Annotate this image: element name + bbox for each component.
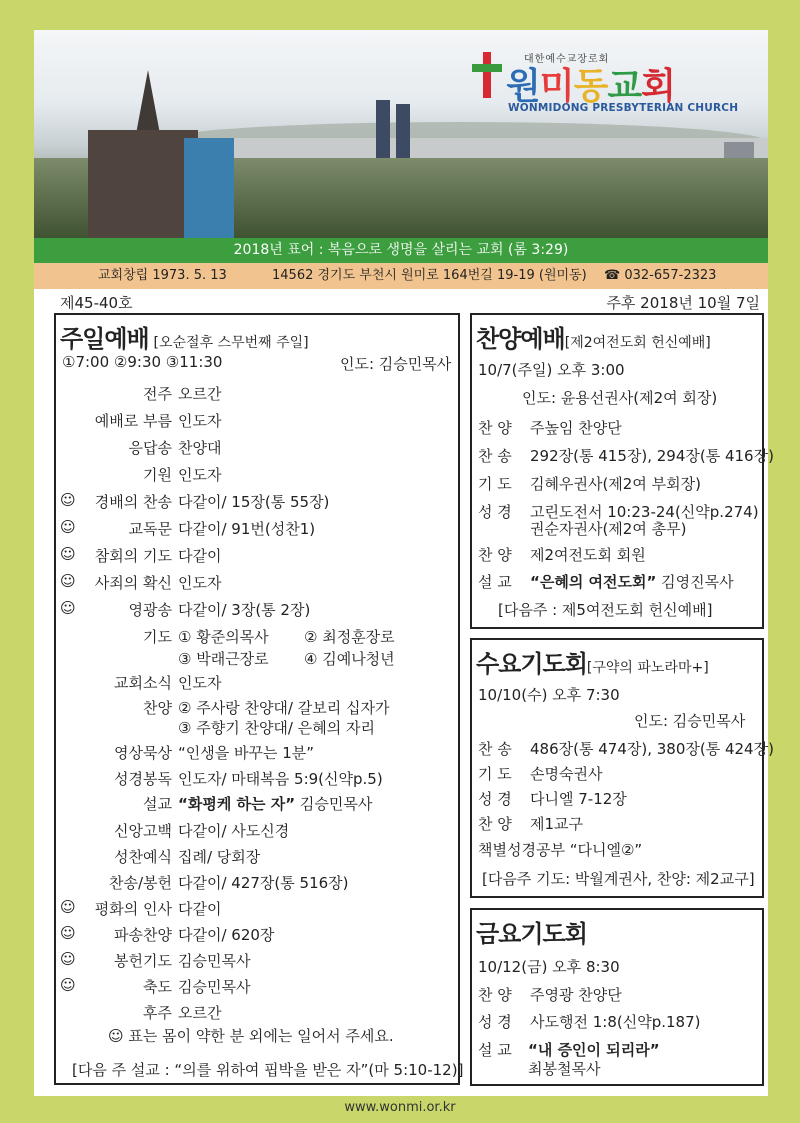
praise-sermon-title: “은혜의 여전도회” (530, 573, 657, 591)
row-value: 다니엘 7-12장 (530, 790, 627, 808)
order-label: 경배의 찬송 (94, 493, 172, 511)
row-label: 기 도 (478, 475, 512, 493)
order-value: 다같이/ 3장(통 2장) (178, 601, 311, 619)
order-value: 다같이 (178, 900, 222, 918)
row-value: 김혜우권사(제2여 부회장) (530, 475, 701, 493)
prayer-1: ① 황준의목사 (178, 628, 269, 646)
sermon-preacher: 김승민목사 (299, 795, 373, 813)
row-label: 찬 양 (478, 815, 512, 833)
row-label: 기 도 (478, 765, 512, 783)
order-label: 평화의 인사 (94, 900, 172, 918)
order-label: 파송찬양 (114, 926, 172, 944)
row-label: 찬 양 (478, 986, 512, 1004)
cross-icon (472, 52, 502, 98)
sermon-line (178, 793, 372, 814)
issue-number: 제45-40호 (60, 294, 133, 312)
order-label: 신앙고백 (114, 822, 172, 840)
praise-sermon-label: 설 교 (478, 573, 512, 591)
standing-mark-icon: ☺ (60, 599, 76, 617)
church-logo (472, 46, 739, 116)
order-label: 성찬예식 (114, 848, 172, 866)
order-value: 인도자/ 마태복음 5:9(신약p.5) (178, 770, 383, 788)
church-info-bar (34, 263, 768, 289)
order-value: 김승민목사 (178, 952, 251, 970)
order-label: 봉헌기도 (114, 952, 172, 970)
row-label: 성 경 (478, 1013, 512, 1031)
website-url: www.wonmi.or.kr (344, 1100, 456, 1115)
friday-title: 금요기도회 (476, 920, 587, 948)
order-value: 다같이/ 620장 (178, 926, 275, 944)
friday-time: 10/12(금) 오후 8:30 (478, 958, 620, 976)
praise-service-leader: 인도: 윤용선권사(제2여 회장) (522, 389, 718, 407)
order-label: 후주 (143, 1004, 172, 1022)
standing-note: ☺ 표는 몸이 약한 분 외에는 일어서 주세요. (108, 1027, 394, 1045)
church-phone: ☎ 032-657-2323 (604, 268, 717, 283)
order-label: 예배로 부름 (94, 412, 172, 430)
sunday-subtitle: [오순절후 스무번째 주일] (153, 335, 309, 351)
scripture-reader: 권순자권사(제2여 총무) (530, 520, 687, 538)
praise-sermon-preacher: 김영진목사 (661, 573, 734, 591)
order-label: 찬송/봉헌 (108, 874, 172, 892)
praise-sermon-line (530, 571, 734, 592)
sermon-label: 설교 (143, 795, 172, 813)
row-value: 주높임 찬양단 (530, 419, 622, 437)
order-value: “인생을 바꾸는 1분” (178, 744, 315, 762)
order-value: 집례/ 당회장 (178, 848, 261, 866)
friday-sermon-title: “내 증인이 되리라” (528, 1041, 660, 1059)
row-value: 고린도전서 10:23-24(신약p.274) (530, 503, 759, 521)
praise-next: [다음주 : 제5여전도회 헌신예배] (498, 601, 713, 619)
order-value: 다같이/ 91번(성찬1) (178, 520, 316, 538)
praise-2: ③ 주향기 찬양대/ 은혜의 자리 (178, 719, 375, 737)
standing-mark-icon: ☺ (60, 545, 76, 563)
order-label: 영광송 (128, 601, 172, 619)
logo-denomination: 대한예수교장로회 (524, 54, 610, 65)
friday-sermon-label: 설 교 (478, 1041, 512, 1059)
order-label: 전주 (143, 385, 172, 403)
praise-1: ② 주사랑 찬양대/ 갈보리 십자가 (178, 699, 390, 717)
friday-prayer-box (470, 908, 764, 1086)
sunday-title: 주일예배 (60, 325, 149, 353)
bible-study: 책별성경공부 “다니엘②” (478, 841, 643, 859)
news-label: 교회소식 (114, 674, 172, 692)
logo-english-name: WONMIDONG PRESBYTERIAN CHURCH (508, 102, 739, 114)
standing-mark-icon: ☺ (60, 572, 76, 590)
standing-mark-icon: ☺ (60, 518, 76, 536)
church-address: 14562 경기도 부천시 원미로 164번길 19-19 (원미동) (272, 268, 587, 283)
order-value: 다같이/ 15장(통 55장) (178, 493, 330, 511)
praise-service-title: 찬양예배 (476, 325, 565, 353)
row-label: 찬 송 (478, 447, 512, 465)
sunday-worship-box (54, 313, 464, 1085)
order-value: 다같이/ 사도신경 (178, 822, 290, 840)
order-value: 오르간 (178, 1004, 222, 1022)
wednesday-time: 10/10(수) 오후 7:30 (478, 686, 620, 704)
order-value: 인도자 (178, 412, 222, 430)
order-value: 찬양대 (178, 439, 222, 457)
order-label: 사죄의 확신 (94, 574, 172, 592)
row-label: 성 경 (478, 503, 512, 521)
order-label: 축도 (143, 978, 172, 996)
standing-mark-icon: ☺ (60, 950, 76, 968)
praise-label: 찬양 (143, 699, 172, 717)
founded-date: 교회창립 1973. 5. 13 (98, 268, 227, 283)
standing-mark-icon: ☺ (60, 491, 76, 509)
row-value: 292장(통 415장), 294장(통 416장) (530, 447, 774, 465)
standing-mark-icon: ☺ (60, 976, 76, 994)
order-label: 응답송 (128, 439, 172, 457)
service-times: ①7:00 ②9:30 ③11:30 (62, 353, 223, 371)
order-value: 인도자 (178, 574, 222, 592)
wednesday-next: [다음주 기도: 박월계권사, 찬양: 제2교구] (482, 870, 755, 888)
row-value: 손명숙권사 (530, 765, 603, 783)
praise-service-box (470, 313, 774, 629)
row-value: 사도행전 1:8(신약p.187) (530, 1013, 701, 1031)
sermon-title: “화평케 하는 자” (178, 795, 296, 813)
row-value: 제1교구 (530, 815, 584, 833)
standing-mark-icon: ☺ (60, 898, 76, 916)
praise-service-time: 10/7(주일) 오후 3:00 (478, 361, 625, 379)
praise-service-subtitle: [제2여전도회 헌신예배] (564, 335, 711, 351)
order-label: 교독문 (128, 520, 172, 538)
row-label: 성 경 (478, 790, 512, 808)
standing-mark-icon: ☺ (60, 924, 76, 942)
wednesday-leader: 인도: 김승민목사 (634, 712, 746, 730)
wednesday-subtitle: [구약의 파노라마+] (586, 660, 709, 676)
row-value: 제2여전도회 회원 (530, 546, 646, 564)
prayer-label: 기도 (143, 628, 172, 646)
wednesday-prayer-box (470, 638, 774, 898)
row-label: 찬 송 (478, 740, 512, 758)
row-label: 찬 양 (478, 546, 512, 564)
prayer-3: ③ 박래근장로 (178, 650, 269, 668)
bulletin-date: 주후 2018년 10월 7일 (606, 294, 760, 312)
order-label: 기원 (143, 466, 172, 484)
order-value: 오르간 (178, 385, 222, 403)
row-value: 주영광 찬양단 (530, 986, 622, 1004)
prayer-2: ② 최정훈장로 (304, 628, 395, 646)
wednesday-title: 수요기도회 (476, 650, 587, 678)
order-value: 인도자 (178, 466, 222, 484)
order-value: 다같이 (178, 547, 222, 565)
logo-church-name: 원미동교회 (506, 66, 675, 107)
order-value: 김승민목사 (178, 978, 251, 996)
next-sermon: [다음 주 설교 : “의를 위하여 핍박을 받은 자”(마 5:10-12)] (72, 1061, 464, 1079)
prayer-4: ④ 김예나청년 (304, 650, 395, 668)
order-value: 다같이/ 427장(통 516장) (178, 874, 349, 892)
friday-sermon-preacher: 최봉철목사 (528, 1060, 601, 1078)
order-label: 영상묵상 (114, 744, 172, 762)
row-label: 찬 양 (478, 419, 512, 437)
yearly-motto: 2018년 표어 : 복음으로 생명을 살리는 교회 (롬 3:29) (34, 238, 768, 263)
row-value: 486장(통 474장), 380장(통 424장) (530, 740, 774, 758)
sunday-leader: 인도: 김승민목사 (340, 355, 452, 373)
order-label: 성경봉독 (114, 770, 172, 788)
order-label: 참회의 기도 (94, 547, 172, 565)
news-value: 인도자 (178, 674, 222, 692)
